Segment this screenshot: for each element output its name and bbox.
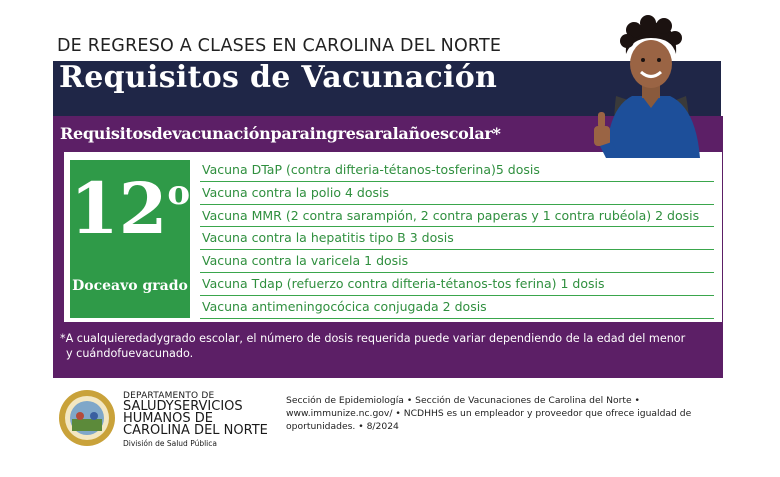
page-title: Requisitos de Vacunación [59,60,498,95]
department-line-3: HUMANOS DE [123,411,213,426]
grade-ordinal-suffix: o [167,173,191,213]
vaccine-item-tdap: Vacuna Tdap (refuerzo contra difteria-tétanos-tos ferina) 1 dosis [200,273,714,296]
footer-text: Sección de Epidemiología • Sección de Vacunaciones de Carolina del Norte • www.immunize.nc.gov/ • NCDHHS es un empleador y proveedor que ofrece igualdad de oportunidades. • 8/2024 [286,395,692,432]
vaccine-item-polio: Vacuna contra la polio 4 dosis [200,182,714,205]
subtitle: Requisitosdevacunaciónparaingresaralañoescolar* [60,124,501,143]
footnote-line-1: *A cualquieredadygrado escolar, el número de dosis requerida puede variar dependiendo de la edad del menor [60,332,686,345]
vaccine-item-hepatitis-b: Vacuna contra la hepatitis tipo B 3 dosis [200,227,714,250]
nc-state-seal-icon [58,389,116,447]
vaccine-list [200,159,714,319]
department-line-4: CAROLINA DEL NORTE [123,423,268,438]
footnote [60,331,720,361]
department-block [123,391,268,448]
kicker-heading: DE REGRESO A CLASES EN CAROLINA DEL NORTE [57,36,502,56]
grade-number: 12$^o$ [70,167,191,250]
vaccine-item-dtap: Vacuna DTaP (contra difteria-tétanos-tosferina)5 dosis [200,159,714,182]
department-line-2: SALUDYSERVICIOS [123,399,243,414]
vaccine-item-meningococcal: Vacuna antimeningocócica conjugada 2 dosis [200,296,714,319]
vaccine-item-mmr: Vacuna MMR (2 contra sarampión, 2 contra paperas y 1 contra rubéola) 2 dosis [200,205,714,228]
footnote-line-2: y cuándofuevacunado. [66,347,194,360]
department-line-1: DEPARTAMENTO DE [123,391,215,401]
vaccine-item-varicela: Vacuna contra la varicela 1 dosis [200,250,714,273]
student-thumbs-up-illustration [576,8,726,158]
division-label: División de Salud Pública [123,439,217,448]
grade-label: Doceavo grado [72,278,188,294]
grade-box [70,160,190,318]
